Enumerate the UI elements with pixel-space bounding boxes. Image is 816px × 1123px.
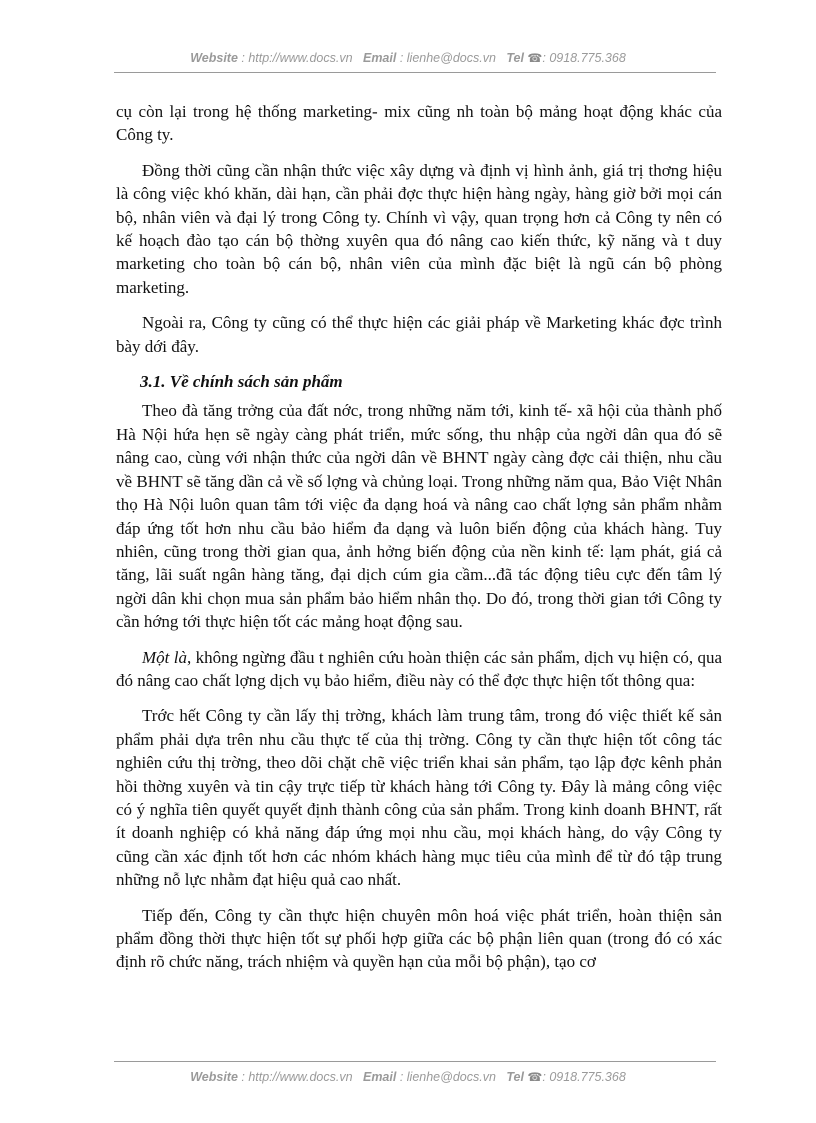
paragraph: Ngoài ra, Công ty cũng có thể thực hiện các giải pháp về Marketing khác đợc trình bày dới đây.	[116, 313, 722, 356]
document-body	[116, 100, 722, 986]
phone-icon: ☎	[527, 1070, 543, 1084]
header-tel-label: Tel	[506, 51, 524, 65]
paragraph: Tiếp đến, Công ty cần thực hiện chuyên môn hoá việc phát triển, hoàn thiện sản phẩm đồng thời thực hiện tốt sự phối hợp giữa các bộ phận liên quan (trong đó có xác định rõ chức năng, trách nhiệm và quyền hạn của mỗi bộ phận), tạo cơ	[116, 905, 722, 972]
paragraph: Đồng thời cũng cần nhận thức việc xây dựng và định vị hình ảnh, giá trị thơng hiệu là công việc khó khăn, dài hạn, cần phải đợc thực hiện hàng ngày, hàng giờ bởi mọi cán bộ, nhân viên và đại lý trong Công ty. Chính vì vậy, quan trọng hơn cả Công ty nên có kế hoạch đào tạo cán bộ thờng xuyên qua đó nâng cao kiến thức, kỹ năng và t duy marketing cho toàn bộ cán bộ, nhân viên của mình đặc biệt là ngũ cán bộ phòng marketing.	[116, 160, 722, 297]
header-email-label: Email	[362, 51, 397, 65]
header-tel-value: : 0918.775.368	[542, 51, 626, 65]
paragraph	[116, 646, 722, 693]
header-website-label: Website	[190, 51, 238, 65]
footer-tel-value: : 0918.775.368	[542, 1070, 626, 1084]
phone-icon: ☎	[527, 51, 543, 65]
header-website-url[interactable]: : http://www.docs.vn	[241, 51, 353, 65]
footer-tel-label: Tel	[506, 1070, 524, 1084]
header-divider	[114, 72, 716, 73]
footer-divider	[114, 1061, 716, 1062]
paragraph: cụ còn lại trong hệ thống marketing- mix cũng nh toàn bộ mảng hoạt động khác của Công ty.	[116, 102, 722, 145]
paragraph: Theo đà tăng trởng của đất nớc, trong những năm tới, kinh tế- xã hội của thành phố Hà Nội hứa hẹn sẽ ngày càng phát triển, mức sống, thu nhập của ngời dân qua đó sẽ nâng cao, cùng với nhận thức của ngời dân về BHNT ngày càng đợc cải thiện, nhu cầu về BHNT sẽ tăng dần cả về số lợng và chủng loại. Trong những năm qua, Bảo Việt Nhân thọ Hà Nội luôn quan tâm tới việc đa dạng hoá và nâng cao chất lợng sản phẩm nhằm đáp ứng tốt hơn nhu cầu bảo hiểm đa dạng và luôn biến động của khách hàng. Tuy nhiên, cũng trong thời gian qua, ảnh hởng biến động của nền kinh tế: lạm phát, giá cả tăng, lãi suất ngân hàng tăng, đại dịch cúm gia cầm...đã tác động tiêu cực đến tâm lý ngời dân khi chọn mua sản phẩm bảo hiểm nhân thọ. Do đó, trong thời gian tới Công ty cần hớng tới thực hiện tốt các mảng hoạt động sau.	[116, 401, 722, 632]
footer-email-label: Email	[362, 1070, 397, 1084]
page-footer	[0, 1070, 816, 1084]
page-header	[0, 51, 816, 65]
paragraph: Trớc hết Công ty cần lấy thị trờng, khách làm trung tâm, trong đó việc thiết kế sản phẩm phải dựa trên nhu cầu thực tế của thị trờng. Công ty cần thực hiện tốt công tác nghiên cứu thị trờng, theo dõi chặt chẽ việc triển khai sản phẩm, tạo lập đợc kênh phản hồi thờng xuyên và tin cậy trực tiếp từ khách hàng tới Công ty. Đây là mảng công việc có ý nghĩa tiên quyết quyết định thành công của sản phẩm. Trong kinh doanh BHNT, rất ít doanh nghiệp có khả năng đáp ứng mọi nhu cầu, mọi khách hàng, do vậy Công ty cũng cần xác định tốt hơn các nhóm khách hàng mục tiêu của mình để từ đó tập trung những nỗ lực nhằm đạt hiệu quả cao nhất.	[116, 706, 722, 890]
footer-email-value[interactable]: : lienhe@docs.vn	[399, 1070, 496, 1084]
footer-website-label: Website	[190, 1070, 238, 1084]
header-email-value[interactable]: : lienhe@docs.vn	[399, 51, 496, 65]
section-heading: 3.1. Về chính sách sản phẩm	[140, 372, 343, 392]
paragraph-rest: , không ngừng đầu t nghiên cứu hoàn thiện các sản phẩm, dịch vụ hiện có, qua đó nâng cao chất lợng dịch vụ bảo hiểm, điều này có thể đợc thực hiện tốt thông qua:	[116, 647, 723, 690]
footer-website-url[interactable]: : http://www.docs.vn	[241, 1070, 353, 1084]
paragraph-lead: Một là	[142, 647, 187, 667]
